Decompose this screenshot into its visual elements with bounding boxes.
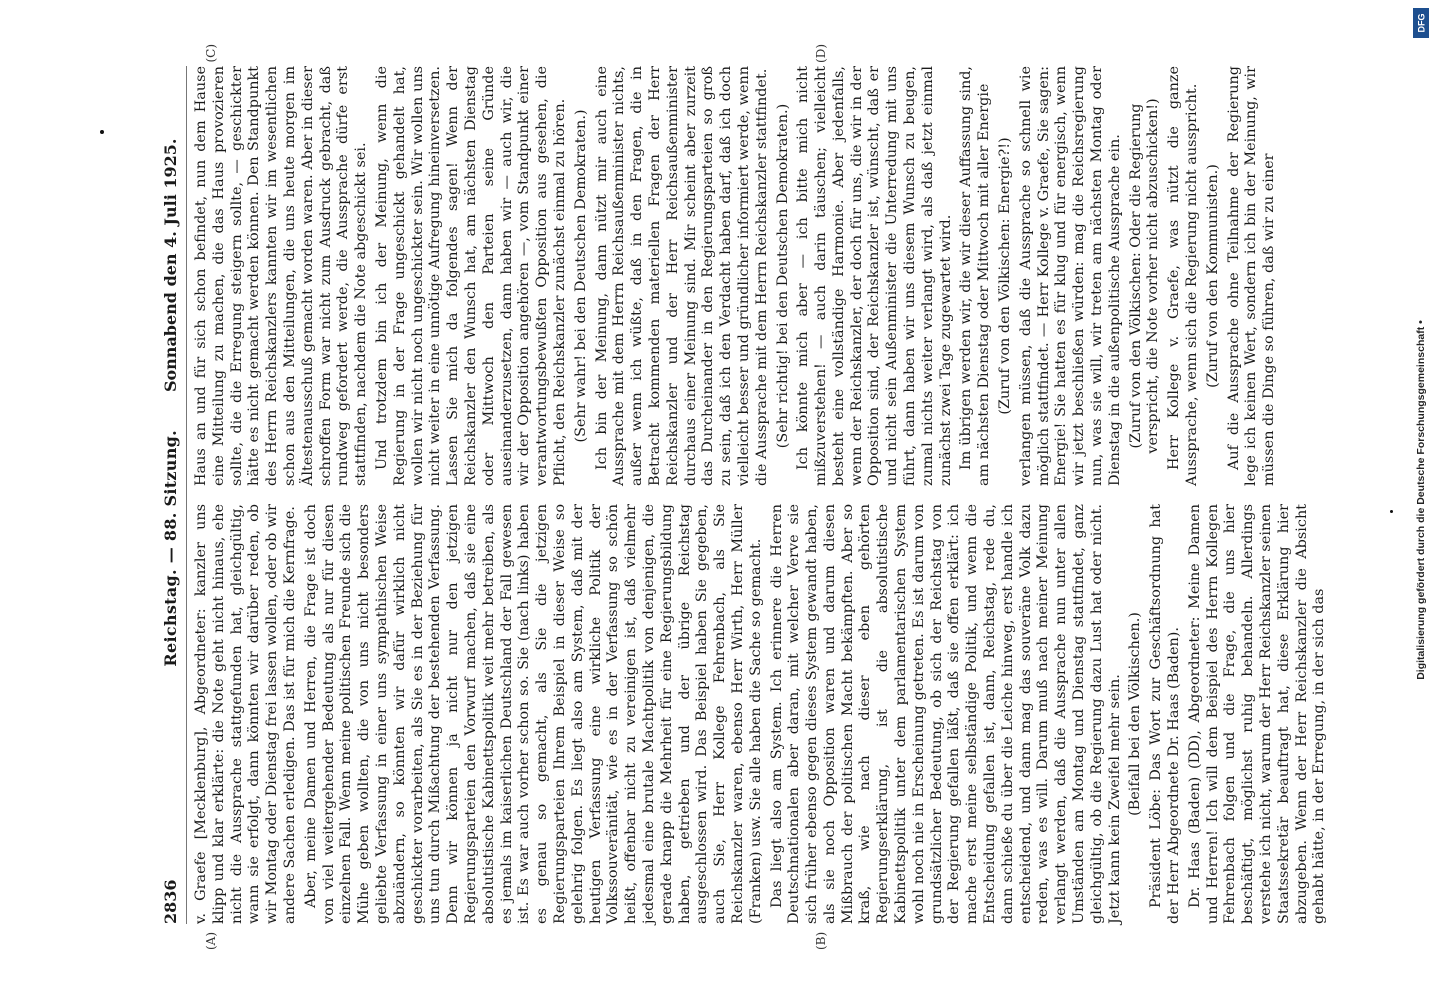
paragraph: Das liegt also am System. Ich erinnere die Herren Deutschnationalen aber daran, mit welcher Verve sie sich früher ebenso gegen dieses System gewandt haben, als sie noch Opposition waren und darum diesen Mißbrauch der politischen Macht bekämpften. Aber so kraß, wie nach dieser eben gehörten Regierungserklärung, ist die absolutistische Kabinettspolitik unter dem parlamentarischen System wohl noch nie in Erscheinung getreten. Es ist darum von grundsätzlicher Bedeutung, ob sich der Reichstag von der Regierung gefallen läßt, daß sie offen erklärt: ich mache erst meine selbständige Politik, und wenn die Entscheidung gefallen ist, dann, Reichstag, rede du, dann schieße du über die Leiche hinweg, erst handle ich entscheidend, und dann mag das souveräne Volk dazu reden, was es will. Darum muß nach meiner Meinung verlangt werden, daß die Aussprache nun unter allen Umständen am Montag und Dienstag stattfindet, ganz gleichgültig, ob die Regierung dazu Lust hat oder nicht. Jetzt kann kein Zweifel mehr sein. — [768, 504, 1123, 924]
scan-dot-mark — [100, 130, 104, 134]
paragraph: Präsident Löbe: Das Wort zur Geschäftsordnung hat der Herr Abgeordnete Dr. Haas (Baden). — [1148, 504, 1183, 924]
paragraph: Auf die Aussprache ohne Teilnahme der Regierung lege ich keinen Wert, sondern ich bin der Meinung, wir müssen die Dinge so führen, daß wir zu einer — [1225, 66, 1278, 486]
page-header — [158, 66, 187, 924]
text-columns — [193, 44, 1433, 950]
dfg-logo: DFG — [1413, 8, 1429, 38]
right-column — [193, 66, 1433, 486]
margin-marker-b: (B) — [814, 931, 828, 950]
paragraph: Herr Kollege v. Graefe, was nützt die ganze Aussprache, wenn sich die Regierung nicht ausspricht. — [1166, 66, 1201, 486]
margin-marker-d: (D) — [814, 44, 828, 63]
paragraph: verlangen müssen, daß die Aussprache so schnell wie möglich stattfindet. — Herr Kollege v. Graefe, Sie sagen: Energie! Sie hatten es für klug und für energisch, wenn wir jetzt beschließen würden: mag die Reichsregierung nun, was sie will, wir treten am nächsten Montag oder Dienstag in die außenpolitische Aussprache ein. — [1017, 66, 1123, 486]
paragraph: Haus an und für sich schon befindet, nun dem Hause eine Mitteilung zu machen, die das Haus provozieren sollte, die die Erregung steigern sollte, — geschickter hätte es nicht gemacht werden können. Den Standpunkt des Herrn Reichskanzlers kannten wir im wesentlichen schon aus den Mitteilungen, die uns heute morgen im Ältestenausschuß gemacht worden waren. Aber in dieser schroffen Form war nicht zum Ausdruck gebracht, daß rundweg gefordert werde, die Aussprache dürfe erst stattfinden, nachdem die Note abgeschickt sei. — [193, 66, 370, 486]
session-date: Sonnabend den 4. Juli 1925. — [161, 138, 180, 393]
paragraph: Und trotzdem bin ich der Meinung, wenn die Regierung in der Frage ungeschickt gehandelt hat, wollen wir nicht noch ungeschickter sein. Wir wollen uns nicht weiter in eine unnötige Aufregung hineinversetzen. Lassen Sie mich da folgendes sagen! Wenn der Reichskanzler den Wunsch hat, am nächsten Dienstag oder Mittwoch den Parteien seine Gründe auseinanderzusetzen, dann haben wir — auch wir, die wir der Opposition angehören —, vom Standpunkt einer verantwortungsbewußten Opposition aus gesehen, die Pflicht, den Reichskanzler zunächst einmal zu hören. — [373, 66, 568, 486]
paragraph: Im übrigen werden wir, die wir dieser Auffassung sind, am nächsten Dienstag oder Mittwoch mit aller Energie — [958, 66, 993, 486]
rotated-document-page — [140, 40, 1434, 960]
funding-notice: Digitalisierung gefördert durch die Deutsche Forschungsgemeinschaft • — [1415, 320, 1427, 680]
margin-marker-c: (C) — [204, 44, 218, 63]
scan-dot-mark — [1390, 510, 1393, 513]
left-column — [193, 504, 1433, 924]
page-number: 2836 — [161, 879, 180, 924]
paragraph: Ich könnte mich aber — ich bitte mich nicht mißzuverstehen! — auch darin täuschen; vielleicht besteht eine vollständige Harmonie. Aber jedenfalls, wenn der Reichskanzler, der doch für uns, die wir in der Opposition sind, der Reichskanzler ist, wünscht, daß er und nicht sein Außenminister die Unterredung mit uns führt, dann haben wir uns diesem Wunsch zu beugen, zumal nichts weiter verlangt wird, als daß jetzt einmal zunächst zwei Tage zugewartet wird. — [795, 66, 954, 486]
interjection: (Sehr richtig! bei den Deutschen Demokraten.) — [774, 103, 791, 449]
margin-marker-a: (A) — [204, 931, 218, 950]
paragraph: v. Graefe [Mecklenburg], Abgeordneter: kanzler uns klipp und klar erklärte: die Note geht nicht hinaus, ehe nicht die Aussprache stattgefunden hat, gleichgültig, wann sie erfolgt, dann könnten wir darüber reden, ob wir Montag oder Dienstag frei lassen wollen, oder ob wir andere Sachen erledigen. Das ist für mich die Kernfrage. — [193, 504, 298, 924]
interjection: (Zuruf von den Völkischen: Energie?!) — [997, 137, 1014, 415]
paragraph: Ich bin der Meinung, dann nützt mir auch eine Aussprache mit dem Herrn Reichsaußenminister nichts, außer wenn ich wüßte, daß in den Fragen, die in Betracht kommenden materiellen Fragen der Herr Reichskanzler und der Herr Reichsaußenminister durchaus einer Meinung sind. Mir scheint aber zurzeit das Durcheinander in den Regierungsparteien so groß zu sein, daß ich den Verdacht haben darf, daß ich doch vielleicht besser und gründlicher informiert werde, wenn die Aussprache mit dem Herrn Reichskanzler stattfindet. — [593, 66, 770, 486]
interjection: (Zuruf von den Völkischen: Oder die Regierung verspricht, die Note vorher nicht abzuschicken!) — [1127, 98, 1162, 454]
interjection: (Zuruf von den Kommunisten.) — [1204, 164, 1221, 388]
session-title: Reichstag. — 88. Sitzung. — [161, 429, 180, 667]
paragraph: Dr. Haas (Baden) (DD), Abgeordneter: Meine Damen und Herren! Ich will dem Beispiel des Herrn Kollegen Fehrenbach folgen und die Frage, die uns hier beschäftigt, möglichst ruhig behandeln. Allerdings verstehe ich nicht, warum der Herr Reichskanzler seinen Staatssekretär beauftragt hat, diese Erklärung hier abzugeben. Wenn der Herr Reichskanzler die Absicht gehabt hätte, in der Erregung, in der sich das — [1186, 504, 1328, 924]
paragraph: Aber, meine Damen und Herren, die Frage ist doch von viel weitergehender Bedeutung als nur für diesen einzelnen Fall. Wenn meine politischen Freunde sich die Mühe geben wollten, die von uns nicht besonders geliebte Verfassung in einer uns sympathischen Weise abzuändern, so könnten wir dafür wirklich nicht geschickter vorarbeiten, als Sie es in der Beziehung für uns tun durch Mißachtung der bestehenden Verfassung. Denn wir können ja nicht nur den jetzigen Regierungsparteien den Vorwurf machen, daß sie eine absolutistische Kabinettspolitik weit mehr betreiben, als es jemals im kaiserlichen Deutschland der Fall gewesen ist. Es war auch vorher schon so. Sie (nach links) haben es genau so gemacht, als Sie die jetzigen Regierungsparteien Ihrem Beispiel in dieser Weise so gelehrig folgen. Es liegt also am System, daß mit der heutigen Verfassung eine wirkliche Politik der Volkssouveränität, wie es in der Verfassung so schön heißt, offenbar nicht zu vereinigen ist, daß vielmehr jedesmal eine brutale Machtpolitik von denjenigen, die gerade knapp die Mehrheit für eine Regierungsbildung haben, getrieben und der übrige Reichstag ausgeschlossen wird. Das Beispiel haben Sie gegeben, auch Sie, Herr Kollege Fehrenbach, als Sie Reichskanzler waren, ebenso Herr Wirth, Herr Müller (Franken) usw. Sie alle haben die Sache so gemacht. — [302, 504, 764, 924]
interjection: (Beifall bei den Völkischen.) — [1127, 612, 1144, 816]
interjection: (Sehr wahr! bei den Deutschen Demokraten.) — [572, 109, 589, 443]
digitization-sidebar — [1412, 8, 1430, 992]
